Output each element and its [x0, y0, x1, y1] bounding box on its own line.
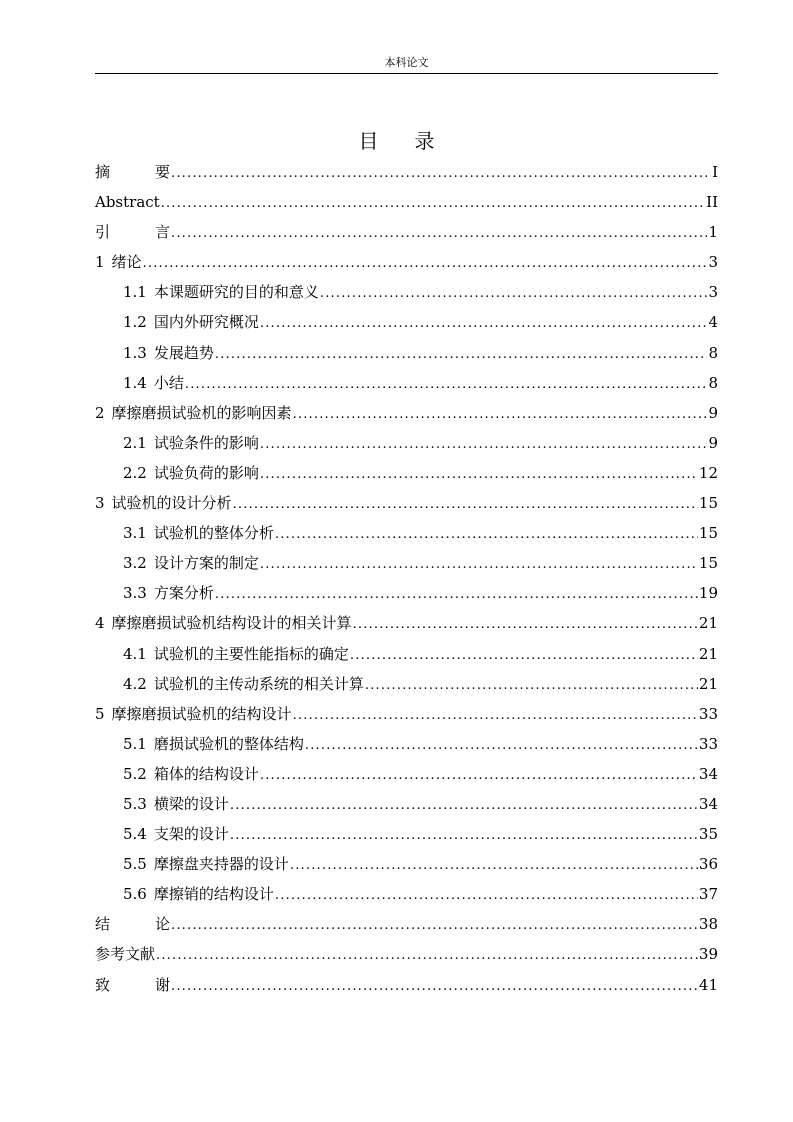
dot-leader [275, 520, 698, 550]
toc-entry-page-number: 8 [708, 373, 718, 392]
toc-entry[interactable] [95, 187, 718, 217]
toc-entry[interactable] [95, 699, 718, 729]
dot-leader [171, 159, 711, 189]
toc-entry-page-number: 12 [698, 463, 718, 482]
toc-entry-text: 方案分析 [153, 584, 214, 603]
dot-leader [260, 309, 708, 339]
toc-entry[interactable] [95, 789, 718, 819]
toc-entry[interactable] [95, 368, 718, 398]
toc-entry-page-number: 1 [708, 223, 718, 242]
toc-entry-label [123, 879, 274, 909]
dot-leader [161, 189, 705, 219]
toc-entry-number: 3.2 [123, 554, 147, 573]
toc-entry-number: 1.3 [123, 343, 147, 362]
table-of-contents [95, 157, 718, 1000]
toc-entry-text: 摩擦磨损试验机结构设计的相关计算 [111, 614, 352, 633]
toc-entry-page-number: 9 [708, 433, 718, 452]
toc-entry-label [95, 398, 292, 428]
toc-entry-text: 磨损试验机的整体结构 [153, 734, 304, 753]
toc-entry-number: 2.1 [123, 433, 147, 452]
toc-entry-text: 试验负荷的影响 [153, 463, 259, 482]
toc-entry-number: 3 [95, 494, 105, 513]
dot-leader [171, 219, 707, 249]
toc-entry-page-number: 39 [698, 945, 718, 964]
toc-entry-number: 4.2 [123, 674, 147, 693]
toc-entry[interactable] [95, 458, 718, 488]
toc-entry-page-number: 33 [698, 734, 718, 753]
toc-title: 目录 [358, 129, 471, 153]
toc-entry-page-number: 36 [698, 855, 718, 874]
toc-entry[interactable] [95, 879, 718, 909]
toc-entry-number: 1.1 [123, 283, 147, 302]
toc-entry-number: 5.5 [123, 855, 147, 874]
toc-entry-page-number: I [712, 163, 718, 181]
toc-entry-label [123, 639, 349, 669]
toc-entry-label [123, 578, 214, 608]
dot-leader [185, 370, 708, 400]
dot-leader [230, 821, 698, 851]
toc-entry-page-number: 34 [698, 764, 718, 783]
toc-entry-text: 小结 [153, 373, 184, 392]
toc-entry[interactable] [95, 247, 718, 277]
toc-entry[interactable] [95, 849, 718, 879]
toc-entry-text: 摩擦磨损试验机的结构设计 [111, 704, 292, 723]
toc-entry-page-number: 41 [698, 975, 718, 994]
toc-entry-label [123, 277, 319, 307]
toc-entry-number: 2 [95, 403, 105, 422]
toc-entry-text: 支架的设计 [153, 825, 229, 844]
toc-entry[interactable] [95, 939, 718, 969]
toc-entry-label [95, 608, 352, 638]
toc-entry-page-number: 3 [708, 253, 718, 272]
toc-entry-page-number: 8 [708, 343, 718, 362]
toc-entry-page-number: 21 [698, 674, 718, 693]
dot-leader [353, 610, 698, 640]
toc-entry-text: 结论 [95, 915, 216, 934]
dot-leader [290, 851, 698, 881]
toc-entry[interactable] [95, 639, 718, 669]
toc-entry-number: 5.2 [123, 764, 147, 783]
toc-entry-page-number: 15 [698, 524, 718, 543]
toc-entry-page-number: 38 [698, 915, 718, 934]
toc-entry-number: 3.1 [123, 524, 147, 543]
toc-entry-page-number: 19 [698, 584, 718, 603]
toc-entry[interactable] [95, 729, 718, 759]
toc-entry-label [95, 217, 216, 247]
toc-entry-label [123, 849, 289, 879]
toc-entry-label [95, 909, 216, 939]
toc-entry-number: 5.4 [123, 825, 147, 844]
toc-entry[interactable] [95, 608, 718, 638]
toc-entry-page-number: 35 [698, 825, 718, 844]
toc-entry-text: 摩擦销的结构设计 [153, 885, 274, 904]
toc-entry[interactable] [95, 398, 718, 428]
toc-entry-label [123, 669, 364, 699]
toc-entry[interactable] [95, 157, 718, 187]
toc-entry-text: 致谢 [95, 975, 216, 994]
toc-entry-label [123, 759, 259, 789]
toc-entry-number: 5.1 [123, 734, 147, 753]
dot-leader [215, 340, 708, 370]
toc-entry-label [95, 247, 142, 277]
toc-entry-number: 4 [95, 614, 105, 633]
toc-entry-page-number: 21 [698, 614, 718, 633]
toc-entry-label [123, 307, 259, 337]
toc-entry-page-number: 21 [698, 644, 718, 663]
toc-entry-page-number: 15 [698, 554, 718, 573]
toc-entry-page-number: 9 [708, 403, 718, 422]
toc-entry-text: 试验机的整体分析 [153, 524, 274, 543]
toc-entry-text: 本课题研究的目的和意义 [153, 283, 319, 302]
toc-entry-text: 摘要 [95, 163, 216, 181]
toc-entry-label [123, 729, 304, 759]
toc-entry[interactable] [95, 428, 718, 458]
dot-leader [171, 972, 698, 1002]
toc-entry-page-number: 15 [698, 494, 718, 513]
dot-leader [230, 791, 698, 821]
dot-leader [260, 460, 698, 490]
toc-entry-text: 设计方案的制定 [153, 554, 259, 573]
toc-entry[interactable] [95, 669, 718, 699]
toc-entry-number: 1.4 [123, 373, 147, 392]
toc-entry[interactable] [95, 518, 718, 548]
toc-entry-text: 绪论 [111, 253, 142, 272]
toc-entry-text: 横梁的设计 [153, 794, 229, 813]
toc-entry-text: 试验机的设计分析 [111, 494, 232, 513]
toc-entry-label [123, 338, 214, 368]
dot-leader [260, 761, 698, 791]
toc-entry-label [123, 458, 259, 488]
toc-entry-number: 5 [95, 704, 105, 723]
toc-entry-text: Abstract [95, 193, 160, 212]
toc-entry-label [95, 187, 160, 217]
toc-entry-label [95, 939, 155, 969]
toc-entry-number: 1.2 [123, 313, 147, 332]
toc-entry-text: 摩擦盘夹持器的设计 [153, 855, 289, 874]
dot-leader [215, 580, 698, 610]
toc-entry-number: 2.2 [123, 463, 147, 482]
toc-entry-number: 5.3 [123, 794, 147, 813]
dot-leader [293, 701, 698, 731]
toc-entry-text: 国内外研究概况 [153, 313, 259, 332]
toc-entry[interactable] [95, 277, 718, 307]
dot-leader [305, 731, 698, 761]
toc-entry[interactable] [95, 307, 718, 337]
toc-entry-page-number: 3 [708, 283, 718, 302]
dot-leader [275, 881, 698, 911]
toc-entry-text: 发展趋势 [153, 343, 214, 362]
dot-leader [293, 400, 708, 430]
dot-leader [320, 279, 708, 309]
dot-leader [233, 490, 698, 520]
toc-entry-page-number: 34 [698, 794, 718, 813]
toc-entry-label [123, 368, 184, 398]
dot-leader [143, 249, 708, 279]
toc-entry[interactable] [95, 819, 718, 849]
dot-leader [365, 671, 698, 701]
toc-entry[interactable] [95, 909, 718, 939]
toc-entry-text: 参考文献 [95, 945, 156, 964]
toc-entry-number: 3.3 [123, 584, 147, 603]
toc-entry-label [95, 488, 232, 518]
toc-entry-text: 试验条件的影响 [153, 433, 259, 452]
toc-entry-page-number: 37 [698, 885, 718, 904]
toc-entry-text: 引言 [95, 223, 216, 242]
toc-entry-number: 4.1 [123, 644, 147, 663]
toc-entry[interactable] [95, 488, 718, 518]
toc-entry-number: 5.6 [123, 885, 147, 904]
toc-entry[interactable] [95, 548, 718, 578]
toc-entry-label [123, 819, 229, 849]
dot-leader [171, 911, 698, 941]
toc-entry-label [95, 157, 216, 187]
toc-entry[interactable] [95, 578, 718, 608]
toc-entry-label [123, 428, 259, 458]
dot-leader [260, 550, 698, 580]
toc-entry-number: 1 [95, 253, 105, 272]
dot-leader [350, 641, 698, 671]
toc-entry-text: 摩擦磨损试验机的影响因素 [111, 403, 292, 422]
toc-entry[interactable] [95, 217, 718, 247]
toc-entry-label [123, 789, 229, 819]
toc-entry[interactable] [95, 970, 718, 1000]
page-header: 本科论文 [95, 55, 718, 74]
toc-entry[interactable] [95, 759, 718, 789]
toc-entry-page-number: 33 [698, 704, 718, 723]
toc-entry-page-number: II [706, 193, 718, 212]
toc-entry-text: 试验机的主要性能指标的确定 [153, 644, 349, 663]
dot-leader [260, 430, 708, 460]
toc-entry[interactable] [95, 338, 718, 368]
toc-entry-page-number: 4 [708, 313, 718, 332]
dot-leader [156, 941, 698, 971]
toc-entry-label [123, 518, 274, 548]
toc-entry-label [123, 548, 259, 578]
toc-entry-text: 箱体的结构设计 [153, 764, 259, 783]
toc-entry-label [95, 699, 292, 729]
toc-entry-label [95, 970, 216, 1000]
toc-entry-text: 试验机的主传动系统的相关计算 [153, 674, 364, 693]
